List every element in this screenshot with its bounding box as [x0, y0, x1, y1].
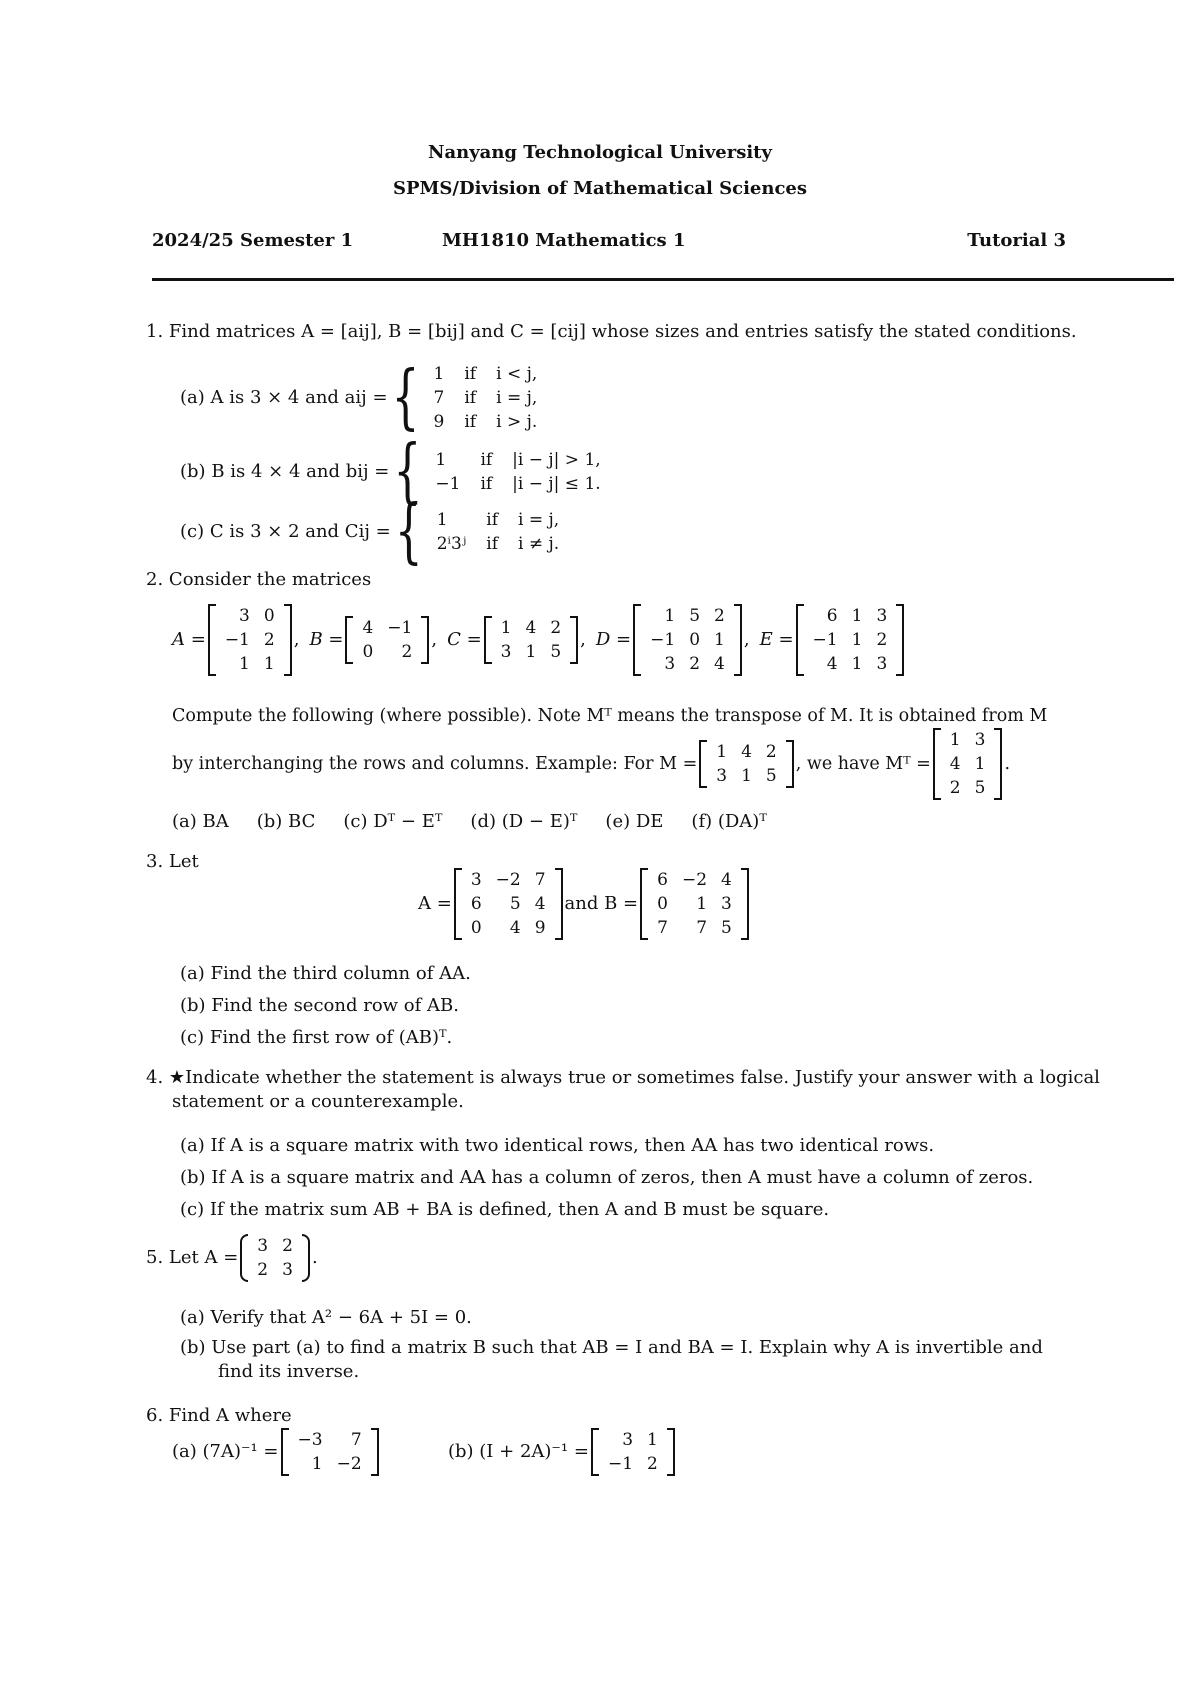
example-m-cell: 1 [716, 742, 728, 762]
q2-part: (f) (DA)ᵀ [691, 811, 767, 832]
q6-b-row [601, 1428, 665, 1452]
example-mt-cell: 3 [974, 730, 986, 750]
q5-a-row [250, 1234, 300, 1258]
q3-a-cell: 4 [534, 894, 546, 914]
q2-matrix-cell: 4 [826, 654, 838, 674]
q6-a-cell: −3 [297, 1430, 323, 1450]
course-label: MH1810 Mathematics 1 [442, 230, 686, 251]
q6-b-cell: 3 [622, 1430, 634, 1450]
q1a-case-cell: i > j. [496, 412, 538, 432]
header-divider [152, 278, 1174, 281]
q5-a-cell: 2 [257, 1260, 269, 1280]
q5-matrix-a [240, 1234, 310, 1282]
q1a-case-cell: 9 [433, 412, 445, 432]
q1b-case-cell: if [480, 474, 493, 494]
q4-number: 4. [146, 1067, 164, 1088]
q2-matrix-cell: 1 [239, 654, 250, 674]
comma: , [431, 629, 438, 650]
q2-matrix-cell: 3 [876, 654, 888, 674]
q3-b-cell: −2 [681, 870, 708, 890]
q2-matrix [208, 604, 292, 676]
q1b-label: (b) [180, 461, 206, 482]
q2-note-line1: Compute the following (where possible). Note Mᵀ means the transpose of M. It is obtained from M [172, 706, 1048, 726]
q6-a-row [291, 1428, 369, 1452]
q2-matrix-cell: 0 [263, 606, 275, 626]
q1b-case-row [425, 448, 610, 472]
q3-b-cell: 7 [657, 918, 668, 938]
q2-matrix-cell: 4 [714, 654, 725, 674]
q6-b-cell: −1 [607, 1454, 634, 1474]
q2-matrix-cell: 2 [263, 630, 275, 650]
question-6 [146, 1404, 292, 1428]
q2-matrix-cell: 0 [689, 630, 701, 650]
q4-part: (b) If A is a square matrix and AA has a column of zeros, then A must have a column of zeros. [180, 1167, 1034, 1188]
q3-matrix-b [640, 868, 749, 940]
q6-part-b [448, 1428, 677, 1476]
q2-intro: Consider the matrices [168, 569, 372, 590]
q2-matrix-cell: −1 [812, 630, 838, 650]
q1b-case-cell: if [480, 450, 493, 470]
q6-a-row [291, 1452, 369, 1476]
q2-matrix-cell: −1 [387, 618, 413, 638]
comma: , [743, 629, 750, 650]
q2-matrix-row [643, 604, 732, 628]
q3-matrix-a [454, 868, 563, 940]
question-1 [146, 320, 1077, 344]
q2-matrix-row [643, 628, 732, 652]
q3-b-row [650, 916, 739, 940]
q1a-case-cell: 1 [433, 364, 445, 384]
q3-a-cell: 9 [534, 918, 546, 938]
q3-matrices [418, 868, 751, 940]
q2-part: (c) Dᵀ − Eᵀ [343, 811, 443, 832]
q2-matrix-cell: 5 [689, 606, 701, 626]
example-mt-cell: 1 [949, 730, 961, 750]
q2-matrix-cell: 1 [664, 606, 676, 626]
q3-a-name: A = [418, 893, 452, 914]
q3-parts [180, 958, 471, 1054]
q3-b-cell: 7 [696, 918, 708, 938]
q1-part-a [180, 356, 547, 438]
q6a-label: (a) (7A)⁻¹ = [172, 1441, 279, 1462]
q6-b-cell: 1 [647, 1430, 658, 1450]
q1b-cases [425, 448, 610, 496]
q6-b-row [601, 1452, 665, 1476]
q3-a-row [464, 892, 553, 916]
q2-matrix-cell: 0 [362, 642, 374, 662]
q3-and: and B = [564, 893, 639, 914]
q1c-label: (c) [180, 521, 205, 542]
question-4 [146, 1066, 1100, 1090]
q4-part: (a) If A is a square matrix with two identical rows, then AA has two identical rows. [180, 1135, 935, 1156]
q1a-case-row [424, 362, 548, 386]
q3-intro: Let [168, 851, 199, 872]
q4-line1: Indicate whether the statement is always true or sometimes false. Justify your answer with a logical [185, 1067, 1100, 1088]
q1a-case-cell: 7 [433, 388, 445, 408]
q2-matrix-row [806, 628, 895, 652]
q2-matrix-row [806, 652, 895, 676]
q3-a-cell: 6 [470, 894, 482, 914]
q2-matrix-name: D = [595, 629, 632, 650]
q2-matrix-cell: 3 [239, 606, 250, 626]
q2-parts [172, 810, 795, 834]
q2-matrix-cell: 3 [664, 654, 676, 674]
q1a-case-cell: i < j, [496, 364, 538, 384]
q3-b-cell: 5 [721, 918, 732, 938]
q6-number: 6. [146, 1405, 164, 1426]
q6a-matrix [281, 1428, 379, 1476]
q3-part: (a) Find the third column of AA. [180, 963, 471, 984]
q2-matrix-cell: 1 [851, 606, 863, 626]
q3-b-row [650, 868, 739, 892]
q2-matrix-cell: 4 [362, 618, 374, 638]
q1a-case-cell: i = j, [496, 388, 538, 408]
q1a-case-cell: if [464, 412, 477, 432]
q1c-case-row [427, 508, 569, 532]
q2-matrix-row [218, 628, 282, 652]
q1a-cases [424, 362, 548, 434]
q6b-label: (b) (I + 2A)⁻¹ = [448, 1441, 589, 1462]
q2-matrix [484, 616, 578, 664]
q5-a-row [250, 1258, 300, 1282]
left-brace: { [393, 430, 422, 512]
q1c-case-cell: 2ⁱ3ʲ [436, 534, 467, 554]
q5-a-cell: 3 [282, 1260, 293, 1280]
example-matrix-mt [933, 728, 1003, 800]
q1-text: Find matrices A = [aij], B = [bij] and C = [cij] whose sizes and entries satisfy the stated conditions. [168, 321, 1077, 342]
q2-matrix-row [218, 652, 282, 676]
q6-part-a [172, 1428, 381, 1476]
q2-matrix-cell: 2 [689, 654, 701, 674]
q1c-case-cell: if [486, 534, 498, 554]
q3-a-cell: 7 [534, 870, 546, 890]
q5-number: 5. [146, 1247, 164, 1268]
q3-b-cell: 0 [657, 894, 668, 914]
question-2 [146, 568, 371, 592]
tutorial-label: Tutorial 3 [967, 230, 1066, 251]
q2-part: (d) (D − E)ᵀ [470, 811, 578, 832]
semester-label: 2024/25 Semester 1 [152, 230, 354, 251]
q4-parts [180, 1130, 1033, 1226]
example-m-cell: 4 [741, 742, 752, 762]
q1c-case-cell: i ≠ j. [518, 534, 560, 554]
q5-part-a: (a) Verify that A² − 6A + 5I = 0. [180, 1307, 472, 1328]
comma: , [580, 629, 586, 650]
q2-matrix-cell: 3 [500, 642, 512, 662]
example-mt-cell: 4 [949, 754, 961, 774]
q2-matrix-cell: 1 [851, 654, 863, 674]
q2-note-line2: by interchanging the rows and columns. Example: For M = 1 4 2 3 1 5 , we have Mᵀ = 1 3 4 1 2 5 . [172, 730, 1011, 798]
star-icon: ★ [168, 1067, 186, 1088]
q3-b-cell: 3 [721, 894, 732, 914]
q1b-case-cell: |i − j| > 1, [512, 450, 601, 470]
q4-line2: statement or a counterexample. [172, 1091, 464, 1112]
q3-b-cell: 1 [696, 894, 708, 914]
q6-a-cell: 1 [311, 1454, 323, 1474]
q1c-case-row [427, 532, 569, 556]
q5-intro: Let A = [168, 1247, 239, 1268]
example-mt-row [943, 776, 993, 800]
example-mt-row [943, 728, 993, 752]
q3-a-cell: 0 [470, 918, 482, 938]
left-brace: { [394, 490, 423, 572]
example-m-cell: 2 [765, 742, 777, 762]
q2-matrix-row [494, 616, 568, 640]
q2-matrix-row [494, 640, 568, 664]
example-m-cell: 3 [716, 766, 728, 786]
q2-matrix-cell: 1 [714, 630, 725, 650]
q2-matrix-cell: 5 [550, 642, 562, 662]
q2-matrix-row [643, 652, 732, 676]
q1b-text: B is 4 × 4 and bij = [211, 461, 390, 482]
q1c-text: C is 3 × 2 and Cij = [209, 521, 391, 542]
q2-matrix [633, 604, 742, 676]
example-m-cell: 5 [765, 766, 777, 786]
q5-part-b-line1: (b) Use part (a) to find a matrix B such that AB = I and BA = I. Explain why A is invertible and [180, 1337, 1043, 1358]
q2-matrix-cell: 6 [826, 606, 838, 626]
q2-matrix-cell: 1 [851, 630, 863, 650]
example-m-cell: 1 [741, 766, 752, 786]
q1a-case-cell: if [464, 388, 477, 408]
q2-part: (e) DE [605, 811, 664, 832]
q2-note-a: by interchanging the rows and columns. Example: For M = [172, 754, 698, 774]
q2-matrix-name: C = [447, 629, 482, 650]
q3-a-cell: 3 [470, 870, 482, 890]
q2-matrix-cell: 3 [876, 606, 888, 626]
question-3 [146, 850, 199, 874]
q2-matrix-cell: 1 [263, 654, 275, 674]
q2-matrix-row [218, 604, 282, 628]
q5-a-cell: 2 [282, 1236, 293, 1256]
example-matrix-m [699, 740, 793, 788]
q1b-case-cell: −1 [435, 474, 461, 494]
q2-matrix-row [806, 604, 895, 628]
q2-matrix-row [355, 616, 419, 640]
example-mt-row [943, 752, 993, 776]
q6-intro: Find A where [168, 1405, 292, 1426]
q2-matrix-name: E = [759, 629, 794, 650]
left-brace: { [391, 356, 420, 438]
q1b-case-row [425, 472, 610, 496]
q2-matrix-name: B = [309, 629, 344, 650]
q3-a-cell: −2 [495, 870, 521, 890]
example-mt-cell: 5 [974, 778, 986, 798]
q2-matrix-cell: 1 [500, 618, 512, 638]
q2-matrix [796, 604, 905, 676]
q6-a-cell: 7 [350, 1430, 362, 1450]
question-5: 5. Let A = 3 2 2 3 . [146, 1236, 318, 1280]
q2-matrix-name: A = [172, 629, 206, 650]
q1-part-c [180, 490, 569, 572]
q1-number: 1. [146, 321, 164, 342]
example-mt-cell: 1 [974, 754, 986, 774]
q4-part: (c) If the matrix sum AB + BA is defined, then A and B must be square. [180, 1199, 830, 1220]
q2-matrix-cell: 2 [714, 606, 725, 626]
q3-b-cell: 6 [657, 870, 668, 890]
q3-part: (c) Find the first row of (AB)ᵀ. [180, 1027, 453, 1048]
q2-matrix-cell: 2 [401, 642, 413, 662]
q1c-case-cell: i = j, [518, 510, 560, 530]
q6-a-cell: −2 [336, 1454, 362, 1474]
q2-matrix-cell: −1 [650, 630, 676, 650]
q2-part: (b) BC [256, 811, 316, 832]
example-mt-cell: 2 [949, 778, 961, 798]
q3-a-row [464, 868, 553, 892]
q2-matrix-cell: −1 [224, 630, 250, 650]
q2-matrices [172, 604, 906, 676]
q5-a-cell: 3 [257, 1236, 269, 1256]
q1a-case-row [424, 386, 548, 410]
q1-part-b [180, 430, 611, 512]
q3-b-row [650, 892, 739, 916]
q2-matrix-cell: 1 [525, 642, 537, 662]
q1a-case-cell: if [464, 364, 477, 384]
q2-matrix [345, 616, 429, 664]
q3-a-cell: 4 [509, 918, 521, 938]
comma: , [293, 629, 300, 650]
q2-note-b: , we have Mᵀ = [795, 754, 931, 774]
q2-number: 2. [146, 569, 164, 590]
q1a-text: A is 3 × 4 and aij = [210, 387, 388, 408]
q2-matrix-row [355, 640, 419, 664]
q1b-case-cell: |i − j| ≤ 1. [512, 474, 601, 494]
example-m-row [709, 764, 783, 788]
q3-a-row [464, 916, 553, 940]
division-title: SPMS/Division of Mathematical Sciences [392, 178, 808, 199]
q1c-cases [427, 508, 569, 556]
university-title: Nanyang Technological University [428, 142, 772, 163]
q3-b-cell: 4 [721, 870, 732, 890]
q1a-label: (a) [180, 387, 205, 408]
q1c-case-cell: if [486, 510, 498, 530]
q2-matrix-cell: 2 [876, 630, 888, 650]
q3-part: (b) Find the second row of AB. [180, 995, 459, 1016]
q1b-case-cell: 1 [435, 450, 447, 470]
example-m-row [709, 740, 783, 764]
q1a-case-row [424, 410, 548, 434]
q2-matrix-cell: 4 [525, 618, 537, 638]
q6-b-cell: 2 [647, 1454, 658, 1474]
q6b-matrix [591, 1428, 675, 1476]
q5-part-b-line2: find its inverse. [218, 1361, 360, 1382]
q1c-case-cell: 1 [436, 510, 448, 530]
q2-matrix-cell: 2 [550, 618, 562, 638]
q2-part: (a) BA [172, 811, 229, 832]
q3-a-cell: 5 [509, 894, 521, 914]
q3-number: 3. [146, 851, 164, 872]
